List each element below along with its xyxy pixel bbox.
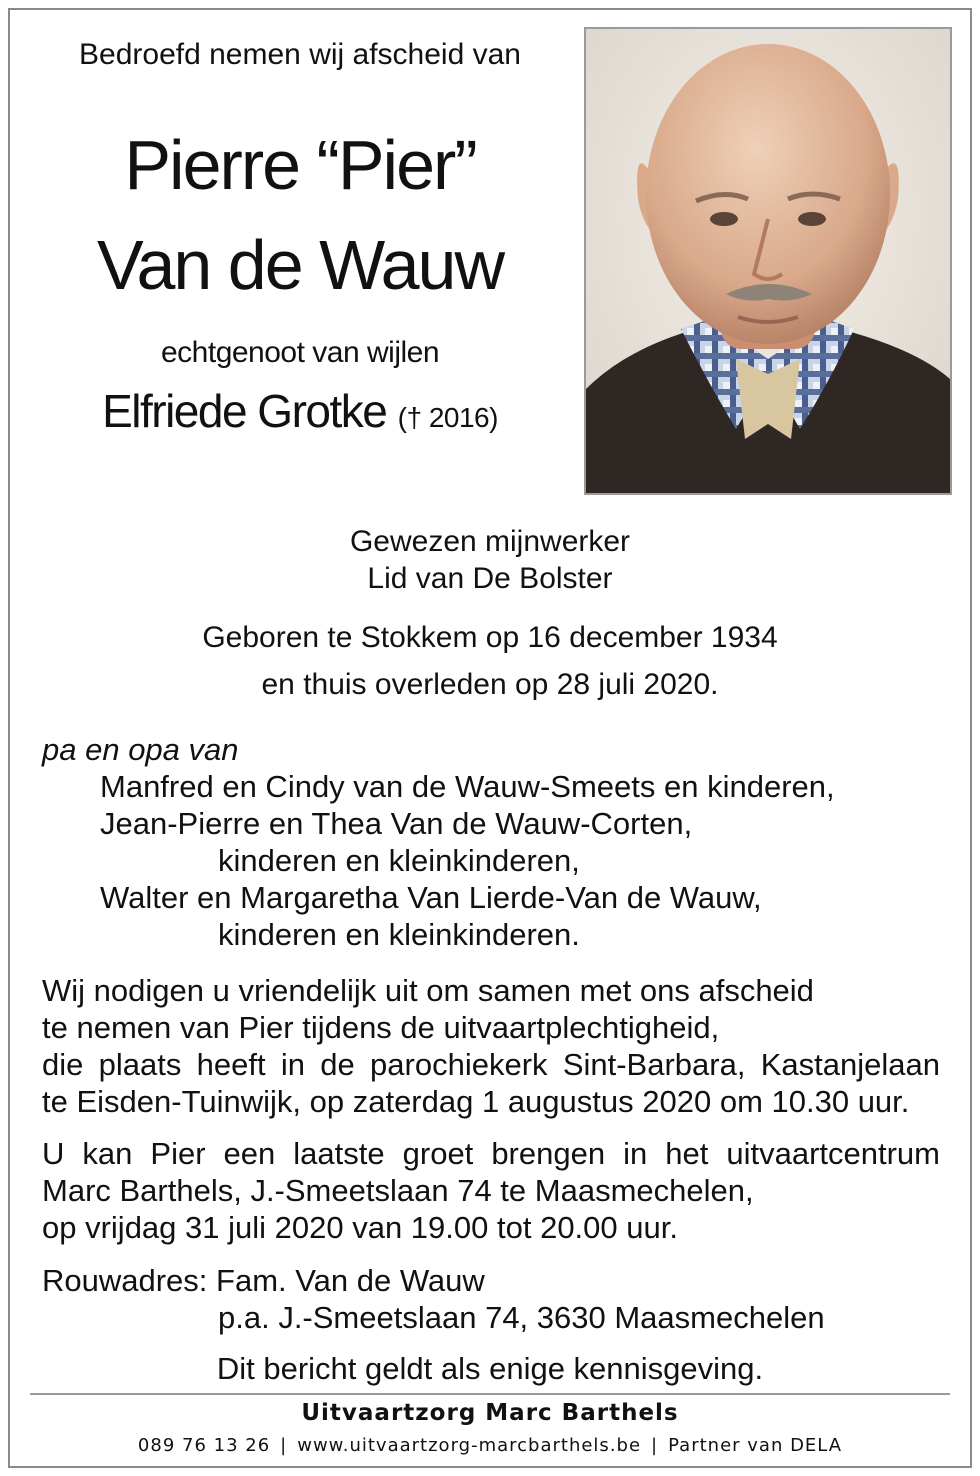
visitation-line: U kan Pier een laatste groet brengen in het uitvaartcentrum	[42, 1136, 940, 1171]
family-line: Jean-Pierre en Thea Van de Wauw-Corten,	[100, 806, 693, 841]
family-line: kinderen en kleinkinderen.	[218, 917, 580, 952]
family-intro: pa en opa van	[42, 732, 239, 767]
footer-divider	[30, 1393, 950, 1395]
funeral-home-name: Uitvaartzorg Marc Barthels	[301, 1400, 679, 1426]
address-label-line: Rouwadres: Fam. Van de Wauw	[42, 1263, 485, 1298]
portrait-illustration	[586, 29, 950, 493]
footer-contact	[0, 1435, 980, 1456]
spouse-death-year: († 2016)	[397, 402, 498, 433]
spouse-name: Elfriede Grotke	[102, 385, 387, 437]
ceremony-line: te Eisden-Tuinwijk, op zaterdag 1 augustus 2020 om 10.30 uur.	[42, 1084, 910, 1119]
family-line: kinderen en kleinkinderen,	[218, 843, 580, 878]
visitation-line: op vrijdag 31 juli 2020 van 19.00 tot 20.00 uur.	[42, 1210, 678, 1245]
notice-text: Dit bericht geldt als enige kennisgeving.	[216, 1351, 764, 1386]
ceremony-line: die plaats heeft in de parochiekerk Sint-Barbara, Kastanjelaan	[42, 1047, 940, 1082]
family-line: Manfred en Cindy van de Wauw-Smeets en kinderen,	[100, 769, 835, 804]
occupation: Gewezen mijnwerker	[349, 525, 631, 558]
partner-text: Partner van DELA	[668, 1435, 843, 1456]
ceremony-paragraph	[42, 972, 940, 1120]
deceased-name-line1: Pierre “Pier”	[124, 126, 476, 204]
family-line: Walter en Margaretha Van Lierde-Van de Wauw,	[100, 880, 762, 915]
website-link[interactable]: www.uitvaartzorg-marcbarthels.be	[297, 1435, 642, 1456]
portrait-photo	[584, 27, 952, 495]
visitation-line: Marc Barthels, J.-Smeetslaan 74 te Maasmechelen,	[42, 1173, 754, 1208]
spouse-label: echtgenoot van wijlen	[160, 336, 440, 369]
family-section	[42, 731, 940, 953]
death-info: en thuis overleden op 28 juli 2020.	[261, 668, 719, 701]
birth-info: Geboren te Stokkem op 16 december 1934	[202, 621, 778, 654]
mourning-address	[42, 1262, 940, 1336]
ceremony-line: te nemen van Pier tijdens de uitvaartplechtigheid,	[42, 1010, 720, 1045]
address-street-line: p.a. J.-Smeetslaan 74, 3630 Maasmechelen	[218, 1300, 825, 1335]
membership: Lid van De Bolster	[367, 562, 613, 595]
ceremony-line: Wij nodigen u vriendelijk uit om samen met ons afscheid	[42, 973, 814, 1008]
separator: |	[651, 1435, 659, 1456]
visitation-paragraph	[42, 1135, 940, 1246]
spouse-line	[30, 384, 570, 438]
phone-number[interactable]: 089 76 13 26	[137, 1435, 271, 1456]
separator: |	[280, 1435, 288, 1456]
intro-text: Bedroefd nemen wij afscheid van	[79, 38, 521, 71]
deceased-name-line2: Van de Wauw	[97, 226, 503, 304]
